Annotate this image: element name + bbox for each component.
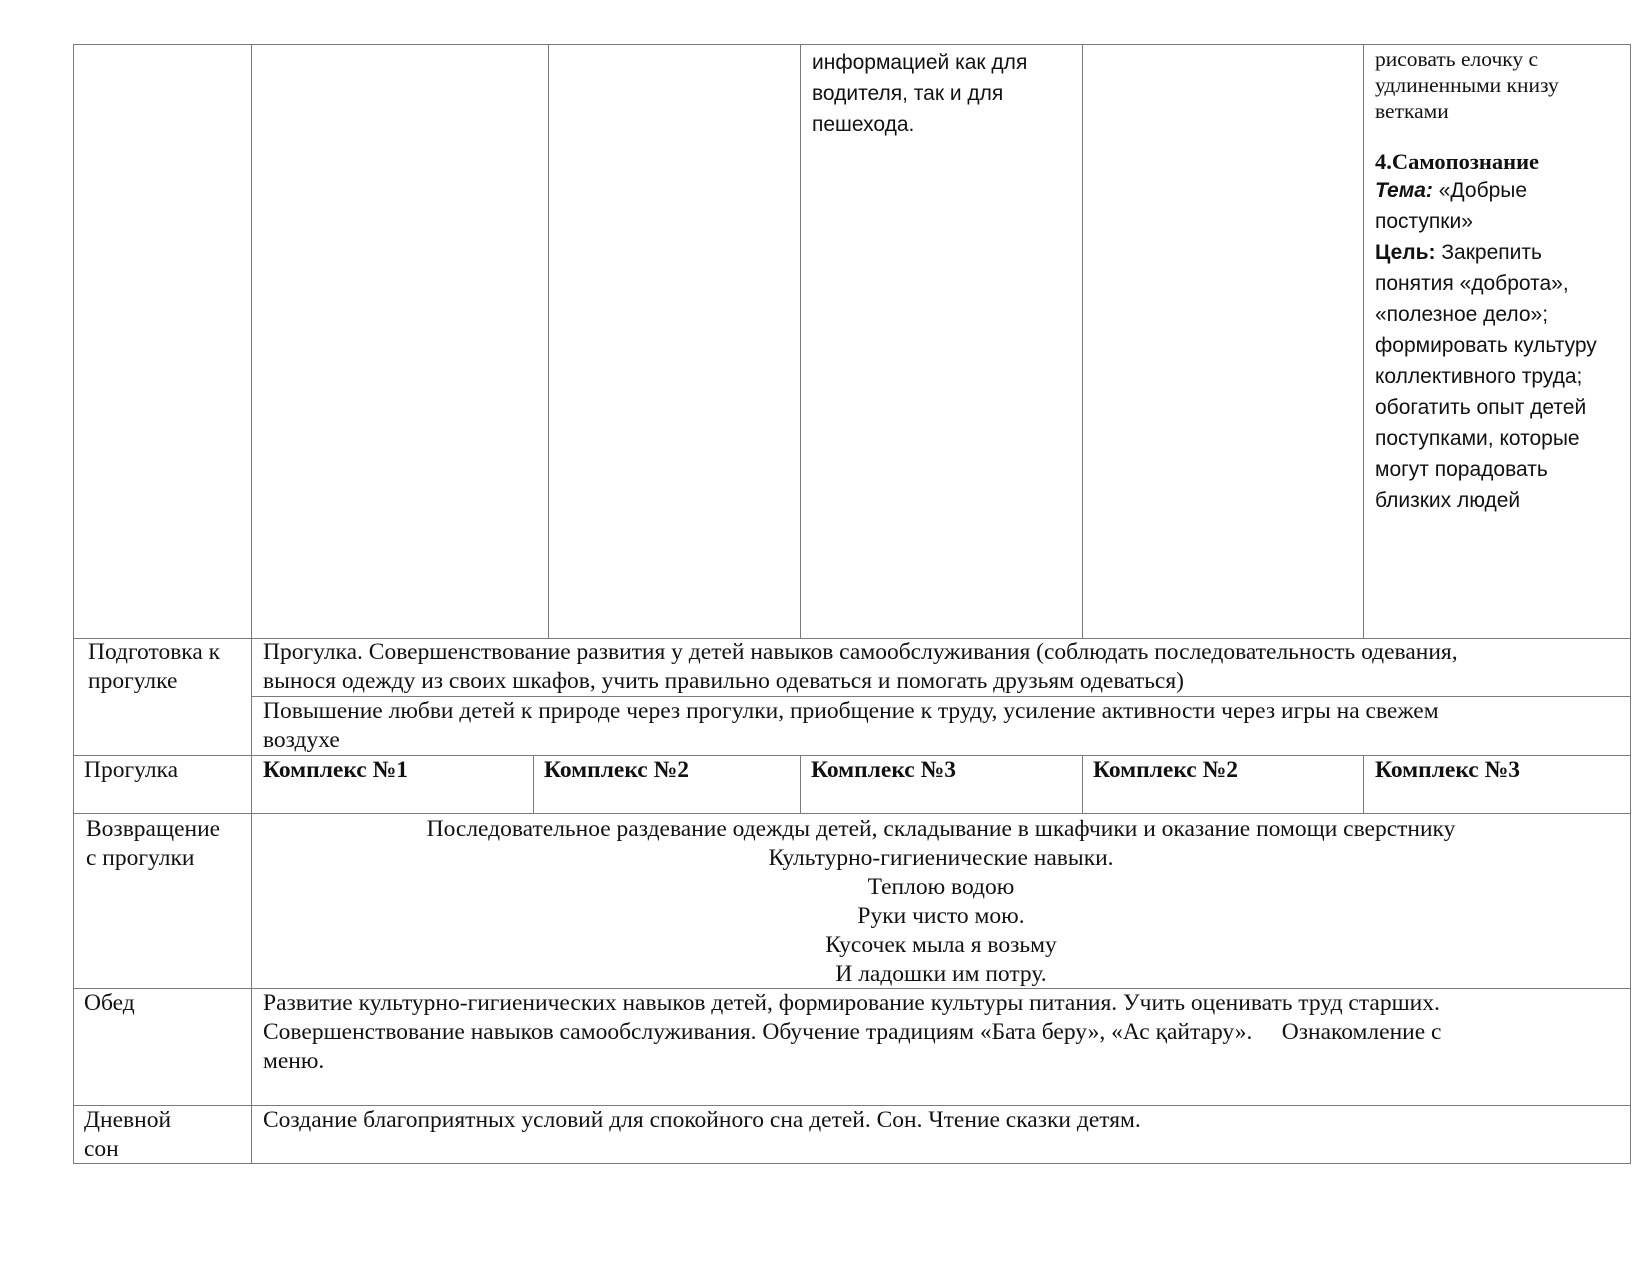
poem-line-4: И ладошки им потру. bbox=[835, 961, 1047, 987]
lunch-row-text: Развитие культурно-гигиенических навыков детей, формирование культуры питания. Учить оценивать труд старших. Совершенствование навыков самообслуживания. Обучение традициям «Бата беру», «Ас қайтару». Ознакомление с меню. bbox=[263, 990, 1442, 1074]
prep-row-label: Подготовка к прогулке bbox=[88, 639, 221, 694]
table-border-left bbox=[73, 44, 74, 1164]
prep-row-text-1: Прогулка. Совершенствование развития у детей навыков самообслуживания (соблюдать последовательность одевания, вынося одежду из своих шкафов, учить правильно одеваться и помогать друзьям одеваться) bbox=[263, 639, 1458, 694]
top-row-col6-cell bbox=[1375, 46, 1630, 516]
col-divider-3-top bbox=[800, 44, 801, 638]
return-line-1: Последовательное раздевание одежды детей, складывание в шкафчики и оказание помощи сверстнику bbox=[426, 816, 1456, 842]
top-row-col4-cell bbox=[812, 47, 1077, 140]
topic-value-line-2: поступки» bbox=[1375, 210, 1473, 233]
table-border-bottom bbox=[73, 1163, 1630, 1164]
goal-line-9: близких людей bbox=[1375, 489, 1521, 512]
complex-cell-4: Комплекс №2 bbox=[1093, 757, 1238, 783]
goal-line-3: «полезное дело»; bbox=[1375, 303, 1549, 326]
col-divider-2-walk bbox=[533, 755, 534, 813]
complex-cell-5: Комплекс №3 bbox=[1375, 757, 1520, 783]
col6-intro-line-2: удлиненными книзу bbox=[1375, 73, 1559, 97]
poem-line-1: Теплою водою bbox=[867, 874, 1015, 900]
goal-line-7: поступками, которые bbox=[1375, 427, 1580, 450]
col4-line-1: информацией как для bbox=[812, 51, 1028, 74]
poem-line-2: Руки чисто мою. bbox=[857, 903, 1025, 929]
complex-cell-3: Комплекс №3 bbox=[811, 757, 956, 783]
col-divider-4-walk bbox=[1082, 755, 1083, 813]
col-divider-2-top bbox=[548, 44, 549, 638]
col-divider-4-top bbox=[1082, 44, 1083, 638]
complex-cell-1: Комплекс №1 bbox=[263, 757, 408, 783]
topic-label: Тема: bbox=[1375, 179, 1433, 202]
complex-cell-2: Комплекс №2 bbox=[544, 757, 689, 783]
nap-row-label: Дневной сон bbox=[84, 1107, 172, 1162]
lunch-row-label: Обед bbox=[84, 990, 135, 1016]
goal-label: Цель: bbox=[1375, 241, 1436, 264]
goal-line-8: могут порадовать bbox=[1375, 458, 1548, 481]
walk-row-label: Прогулка bbox=[84, 757, 179, 783]
prep-row-text-2: Повышение любви детей к природе через прогулки, приобщение к труду, усиление активности через игры на свежем воздухе bbox=[263, 698, 1439, 753]
topic-value-line-1: «Добрые bbox=[1432, 179, 1528, 202]
goal-line-5: коллективного труда; bbox=[1375, 365, 1583, 388]
col-divider-5-walk bbox=[1363, 755, 1364, 813]
col6-section-title: 4.Самопознание bbox=[1375, 149, 1540, 174]
col-divider-label bbox=[251, 44, 252, 1164]
table-border-right bbox=[1630, 44, 1631, 1164]
col4-line-2: водителя, так и для bbox=[812, 82, 1004, 105]
col6-intro-line-3: ветками bbox=[1375, 99, 1449, 123]
col6-intro bbox=[1375, 46, 1630, 124]
return-row-text bbox=[252, 815, 1630, 989]
col6-topic bbox=[1375, 175, 1630, 516]
col-divider-3-walk bbox=[800, 755, 801, 813]
col6-intro-line-1: рисовать елочку с bbox=[1375, 47, 1539, 71]
poem-line-3: Кусочек мыла я возьму bbox=[825, 932, 1057, 958]
col4-line-3: пешехода. bbox=[812, 113, 915, 136]
goal-line-1: Закрепить bbox=[1435, 241, 1542, 264]
return-line-2: Культурно-гигиенические навыки. bbox=[768, 845, 1114, 871]
goal-line-4: формировать культуру bbox=[1375, 334, 1597, 357]
goal-line-6: обогатить опыт детей bbox=[1375, 396, 1587, 419]
col-divider-5-top bbox=[1363, 44, 1364, 638]
nap-row-text: Создание благоприятных условий для спокойного сна детей. Сон. Чтение сказки детям. bbox=[263, 1107, 1141, 1133]
return-row-label: Возвращение с прогулки bbox=[86, 816, 221, 871]
goal-line-2: понятия «доброта», bbox=[1375, 272, 1569, 295]
